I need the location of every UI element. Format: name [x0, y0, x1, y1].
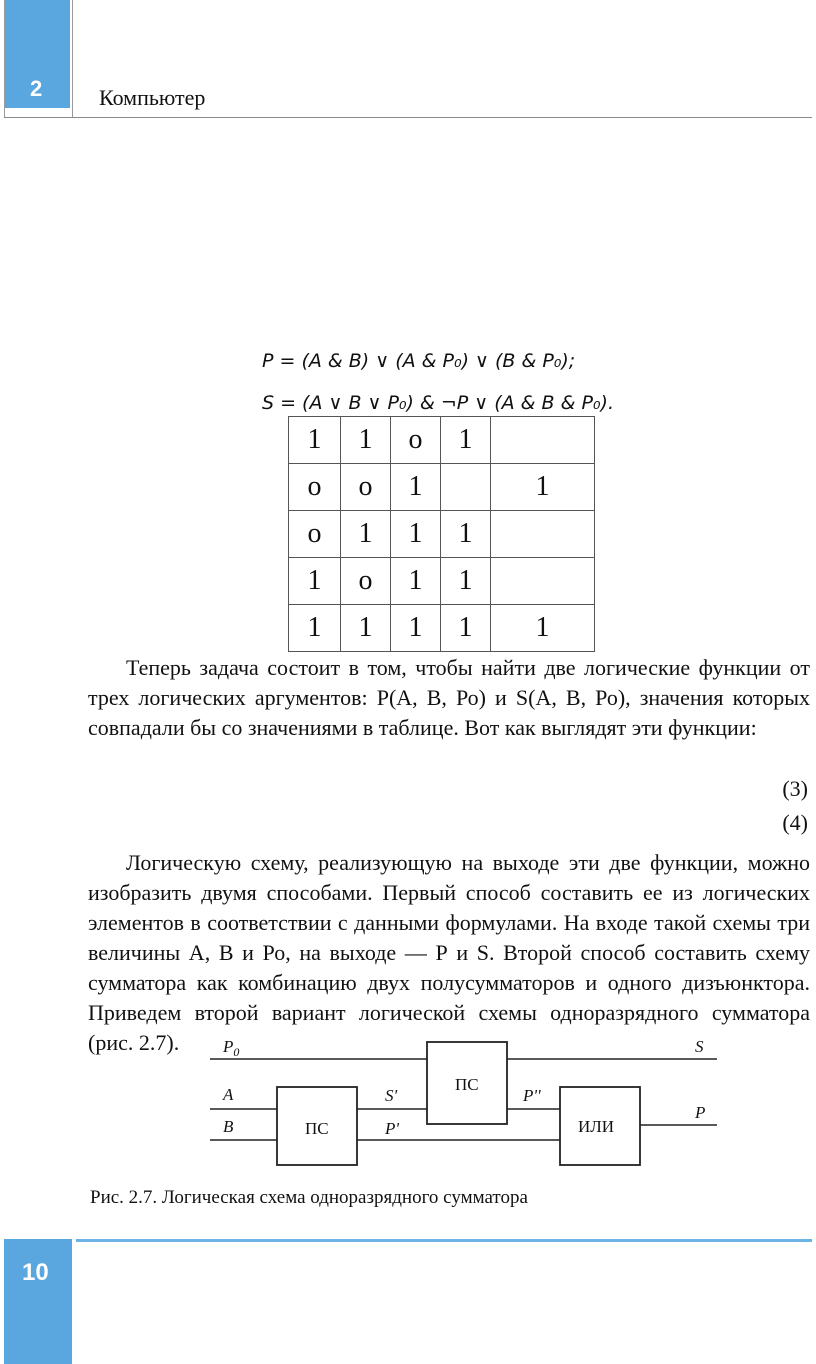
table-cell: 1: [391, 605, 441, 652]
or-label: ИЛИ: [578, 1117, 615, 1136]
input-label-b: B: [223, 1117, 234, 1136]
table-cell: о: [341, 558, 391, 605]
output-label-p: P: [695, 1103, 706, 1122]
table-cell: [491, 417, 595, 464]
equation-number-4: (4): [782, 810, 808, 835]
table-row: [289, 417, 595, 464]
table-cell: о: [289, 511, 341, 558]
truth-table: [288, 416, 595, 652]
page-number: 10: [22, 1259, 49, 1286]
table-cell: 1: [341, 511, 391, 558]
table-cell: 1: [441, 417, 491, 464]
footer-divider: [76, 1239, 812, 1242]
label-p-prime: P': [385, 1119, 400, 1138]
input-label-p0-text: P: [223, 1037, 234, 1056]
input-label-a: A: [223, 1085, 234, 1104]
half-adder-label: ПС: [455, 1075, 479, 1094]
adder-logic-diagram: [205, 1032, 725, 1172]
header-frame-line: [4, 0, 5, 118]
page-number-tab: [4, 1239, 72, 1364]
table-cell: о: [289, 464, 341, 511]
running-title: Компьютер: [99, 85, 206, 110]
header-frame-line: [72, 0, 73, 118]
table-cell: 1: [491, 605, 595, 652]
table-row: [289, 464, 595, 511]
paragraph-scheme-description: Логическую схему, реализующую на выходе эти две функции, можно изобразить двумя способами. Первый способ составить ее из логических элементов в соответствии с данными формулами. На входе такой схемы три величины А, В и Ро, на выходе — Р и S. Второй способ составить схему сумматора как комбинацию двух полусумматоров и одного дизъюнктора. Приведем второй вариант логической схемы одноразрядного сумматора (рис. 2.7).: [88, 850, 810, 1055]
half-adder-label: ПС: [305, 1119, 329, 1138]
chapter-number-tab: [4, 0, 70, 108]
label-p-double-prime: P'': [523, 1086, 541, 1105]
table-cell: 1: [341, 417, 391, 464]
output-label-s: S: [695, 1037, 704, 1056]
table-cell: [491, 558, 595, 605]
table-cell: 1: [391, 511, 441, 558]
chapter-number: 2: [30, 76, 43, 101]
label-s-prime: S': [385, 1086, 398, 1105]
table-cell: 1: [441, 558, 491, 605]
table-cell: 1: [391, 558, 441, 605]
table-cell: 1: [491, 464, 595, 511]
table-row: [289, 511, 595, 558]
formula-p: P = (A & B) ∨ (A & P₀) ∨ (B & P₀);: [262, 350, 576, 372]
paragraph-functions-intro: Теперь задача состоит в том, чтобы найти две логические функции от трех логических аргументов: Р(А, В, Ро) и S(A, В, Ро), значения которых совпадали бы со значениями в таблице. Вот как выглядят эти функции:: [88, 655, 810, 740]
table-cell: [441, 464, 491, 511]
table-cell: 1: [289, 558, 341, 605]
table-cell: о: [391, 417, 441, 464]
input-label-p0: $P_0$: [223, 1037, 240, 1059]
formula-s: S = (A ∨ B ∨ P₀) & ¬P ∨ (A & B & P₀).: [262, 392, 614, 414]
table-cell: 1: [341, 605, 391, 652]
table-row: [289, 558, 595, 605]
table-cell: 1: [289, 605, 341, 652]
table-row: [289, 605, 595, 652]
header-divider: [4, 117, 812, 118]
table-cell: 1: [289, 417, 341, 464]
table-cell: 1: [391, 464, 441, 511]
figure-caption: Рис. 2.7. Логическая схема одноразрядного сумматора: [90, 1187, 528, 1208]
table-cell: о: [341, 464, 391, 511]
table-cell: 1: [441, 511, 491, 558]
table-cell: [491, 511, 595, 558]
table-cell: 1: [441, 605, 491, 652]
equation-number-3: (3): [782, 776, 808, 801]
